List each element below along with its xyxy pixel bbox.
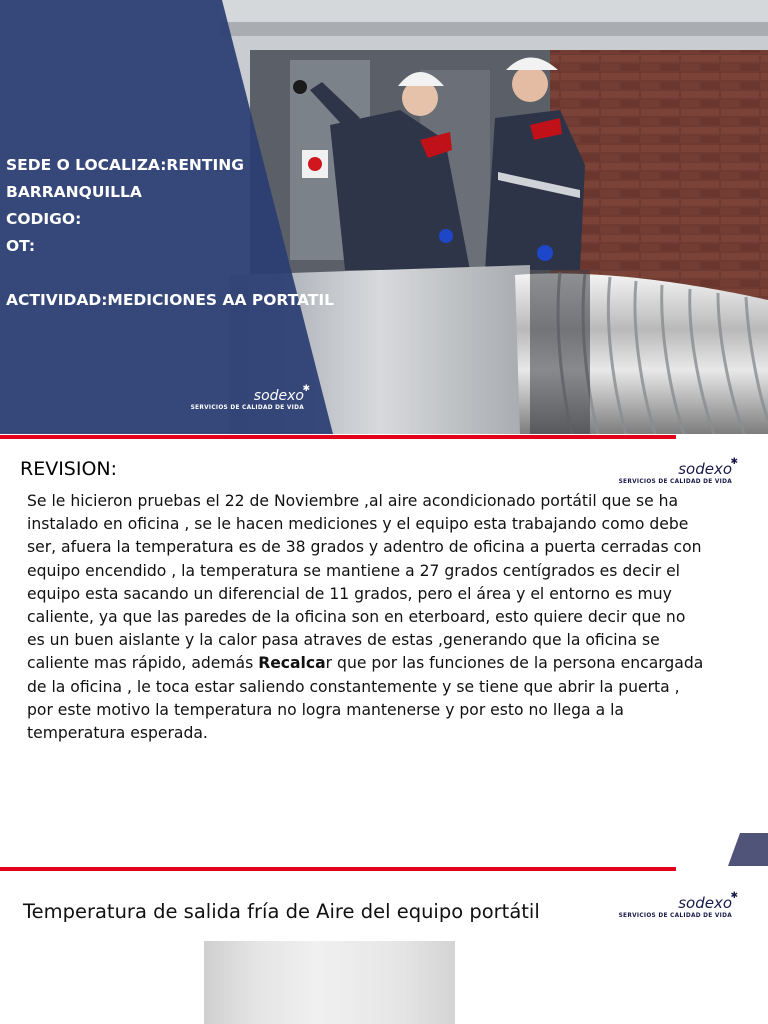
sodexo-logo — [612, 891, 738, 920]
cover-line-site: SEDE O LOCALIZA:RENTING — [6, 156, 244, 174]
body-bold-text: Recalca — [258, 654, 326, 673]
cover-info-block — [6, 152, 366, 314]
body-line — [27, 652, 704, 675]
logo-wordmark: sodexo — [678, 460, 732, 478]
corner-accent-shape — [728, 833, 768, 866]
logo-wordmark: sodexo — [678, 894, 732, 912]
star-icon: ✱ — [302, 384, 310, 394]
star-icon: ✱ — [730, 457, 738, 467]
red-divider — [0, 435, 676, 439]
body-line: equipo esta sacando un diferencial de 11 grados, pero el área y el entorno es muy — [27, 584, 672, 603]
logo-wordmark: sodexo — [253, 388, 304, 404]
star-icon: ✱ — [730, 891, 738, 901]
cover-line-spacer — [6, 260, 366, 287]
revision-title: REVISION: — [20, 458, 118, 480]
body-line: Se le hicieron pruebas el 22 de Noviembre ,al aire acondicionado portátil que se ha — [27, 492, 679, 510]
body-line: caliente, ya que las paredes de la oficina son en eterboard, esto quiere decir que no — [27, 608, 686, 627]
body-text: r que por las funciones de la persona encargada — [325, 654, 704, 673]
cover-line-city: BARRANQUILLA — [6, 183, 142, 201]
body-line: instalado en oficina , se le hacen mediciones y el equipo esta trabajando como debe — [27, 515, 689, 534]
body-line: equipo encendido , la temperatura se mantiene a 27 grados centígrados es decir el — [27, 561, 681, 580]
sodexo-logo — [612, 457, 738, 486]
cover-line-ot: OT: — [6, 237, 36, 255]
body-line: es un buen aislante y la calor pasa atraves de estas ,generando que la oficina se — [27, 631, 660, 650]
red-divider — [0, 867, 676, 871]
cover-line-code: CODIGO: — [6, 210, 82, 228]
logo-tagline: SERVICIOS DE CALIDAD DE VIDA — [618, 479, 732, 485]
body-line: ser, afuera la temperatura es de 38 grados y adentro de oficina a puerta cerradas con — [27, 538, 702, 557]
logo-tagline: SERVICIOS DE CALIDAD DE VIDA — [190, 405, 304, 411]
revision-body — [27, 490, 704, 745]
cover-slide — [0, 0, 768, 434]
body-line: por este motivo la temperatura no logra mantenerse y por esto no llega a la — [27, 700, 624, 719]
body-text: caliente mas rápido, además — [27, 654, 259, 673]
air-outlet-photo — [204, 941, 455, 1024]
body-line: temperatura esperada. — [27, 724, 208, 743]
sodexo-logo — [174, 384, 310, 412]
temperature-title: Temperatura de salida fría de Aire del equipo portátil — [23, 900, 540, 923]
logo-tagline: SERVICIOS DE CALIDAD DE VIDA — [618, 913, 732, 919]
body-line: de la oficina , le toca estar saliendo constantemente y se tiene que abrir la puerta , — [27, 677, 680, 696]
cover-line-activity: ACTIVIDAD:MEDICIONES AA PORTATIL — [6, 291, 335, 309]
